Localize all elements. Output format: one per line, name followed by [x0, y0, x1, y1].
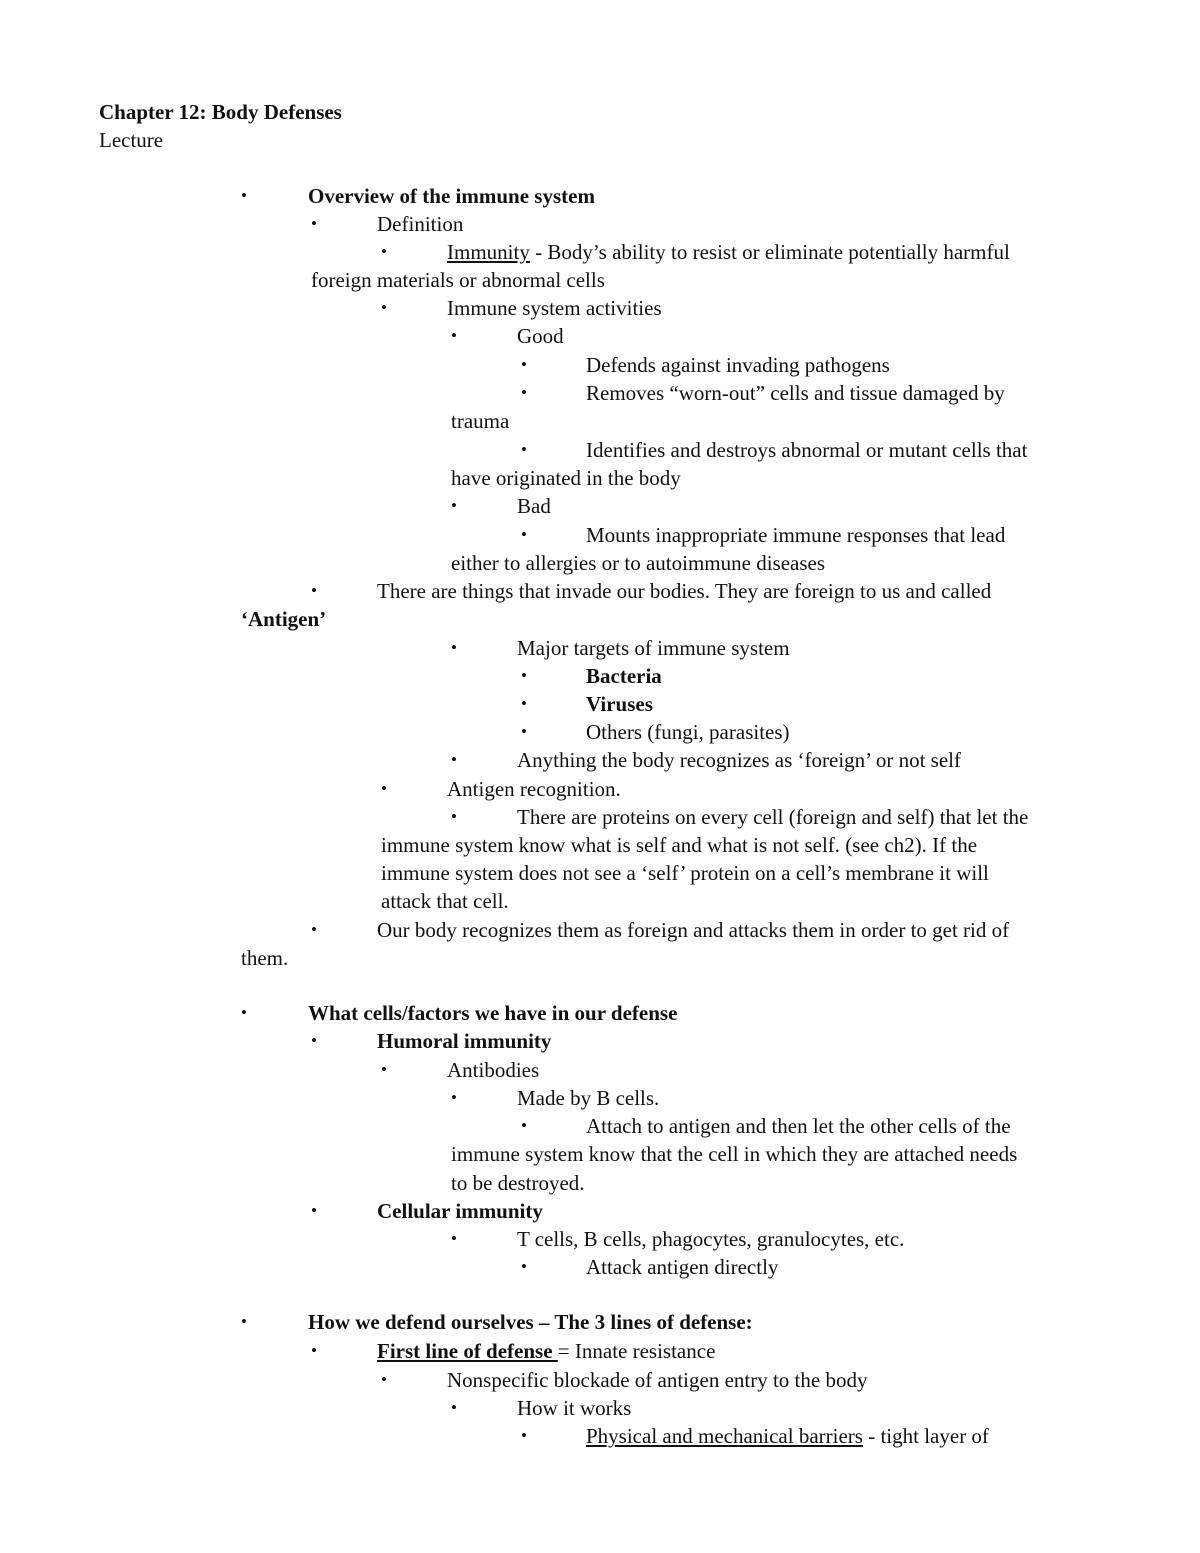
- bullet-icon: •: [381, 242, 387, 261]
- line-text: to be destroyed.: [451, 1171, 585, 1195]
- bullet-icon: •: [521, 355, 527, 374]
- line-text: T cells, B cells, phagocytes, granulocytes, etc.: [517, 1227, 905, 1251]
- line-text: Identifies and destroys abnormal or mutant cells that: [586, 438, 1028, 462]
- list-item: [517, 1225, 904, 1253]
- list-item-continuation: [381, 887, 509, 915]
- bullet-icon: •: [451, 1088, 457, 1107]
- line-text: have originated in the body: [451, 466, 681, 490]
- list-item: [377, 1027, 551, 1055]
- bullet-icon: •: [521, 1116, 527, 1135]
- line-text: Mounts inappropriate immune responses that lead: [586, 523, 1006, 547]
- bullet-icon: •: [451, 807, 457, 826]
- line-text: - Body’s ability to resist or eliminate potentially harmful: [529, 240, 1010, 264]
- list-item: [308, 999, 677, 1027]
- bold-text: Viruses: [586, 692, 653, 716]
- chapter-title: Chapter 12: Body Defenses: [99, 100, 342, 124]
- list-item-continuation: [241, 605, 326, 633]
- bullet-icon: •: [521, 1257, 527, 1276]
- bullet-icon: •: [311, 581, 317, 600]
- bullet-icon: •: [311, 1031, 317, 1050]
- line-text: Made by B cells.: [517, 1086, 660, 1110]
- list-item: [517, 803, 1028, 831]
- line-text: them.: [241, 946, 289, 970]
- bold-text: Bacteria: [586, 664, 662, 688]
- bullet-icon: •: [521, 722, 527, 741]
- list-item-continuation: [381, 859, 989, 887]
- list-item: [308, 1308, 753, 1336]
- bullet-icon: •: [381, 1370, 387, 1389]
- line-text: Antibodies: [447, 1058, 540, 1082]
- list-item: [586, 1422, 989, 1450]
- list-item: [586, 690, 653, 718]
- list-item-continuation: [311, 266, 605, 294]
- line-text: attack that cell.: [381, 889, 509, 913]
- list-item: [586, 1253, 778, 1281]
- list-item: [586, 662, 662, 690]
- bold-text: Cellular immunity: [377, 1199, 543, 1223]
- list-item: [586, 521, 1005, 549]
- line-text: Removes “worn-out” cells and tissue damaged by: [586, 381, 1005, 405]
- bold-text: Humoral immunity: [377, 1029, 552, 1053]
- bold-text: ‘Antigen’: [241, 607, 327, 631]
- bullet-icon: •: [311, 920, 317, 939]
- line-text: Antigen recognition.: [447, 777, 621, 801]
- line-text: Attach to antigen and then let the other cells of the: [586, 1114, 1011, 1138]
- bullet-icon: •: [311, 1201, 317, 1220]
- list-item: [517, 634, 790, 662]
- bullet-icon: •: [521, 666, 527, 685]
- list-item: [447, 775, 621, 803]
- bullet-icon: •: [241, 186, 247, 205]
- line-text: Defends against invading pathogens: [586, 353, 890, 377]
- line-text: either to allergies or to autoimmune diseases: [451, 551, 826, 575]
- list-item: [517, 1394, 631, 1422]
- bullet-icon: •: [451, 1398, 457, 1417]
- line-text: immune system know that the cell in which they are attached needs: [451, 1142, 1018, 1166]
- bullet-icon: •: [451, 638, 457, 657]
- list-item: [377, 1337, 715, 1365]
- line-text: Nonspecific blockade of antigen entry to the body: [447, 1368, 868, 1392]
- line-text: Our body recognizes them as foreign and attacks them in order to get rid of: [377, 918, 1010, 942]
- bullet-icon: •: [451, 750, 457, 769]
- bullet-icon: •: [521, 525, 527, 544]
- list-item: [308, 182, 595, 210]
- bold-text: First line of defense: [377, 1339, 558, 1363]
- list-item: [517, 492, 551, 520]
- line-text: There are proteins on every cell (foreign and self) that let the: [517, 805, 1029, 829]
- line-text: Major targets of immune system: [517, 636, 790, 660]
- list-item: [586, 379, 1005, 407]
- list-item: [377, 916, 1009, 944]
- bold-text: How we defend ourselves – The 3 lines of defense:: [308, 1310, 753, 1334]
- list-item-continuation: [381, 831, 977, 859]
- line-text: Others (fungi, parasites): [586, 720, 790, 744]
- list-item: [586, 436, 1027, 464]
- line-text: How it works: [517, 1396, 632, 1420]
- list-item-continuation: [451, 1140, 1017, 1168]
- bullet-icon: •: [451, 1229, 457, 1248]
- line-text: Anything the body recognizes as ‘foreign’ or not self: [517, 748, 961, 772]
- list-item: [447, 1366, 867, 1394]
- line-text: Definition: [377, 212, 464, 236]
- bullet-icon: •: [521, 1426, 527, 1445]
- bullet-icon: •: [451, 496, 457, 515]
- bullet-icon: •: [311, 214, 317, 233]
- bullet-icon: •: [241, 1003, 247, 1022]
- line-text: There are things that invade our bodies. They are foreign to us and called: [377, 579, 992, 603]
- line-text: Attack antigen directly: [586, 1255, 779, 1279]
- lecture-label: Lecture: [99, 128, 164, 152]
- list-item: [517, 322, 564, 350]
- bullet-icon: •: [311, 1341, 317, 1360]
- line-text: = Innate resistance: [557, 1339, 716, 1363]
- list-item: [447, 294, 662, 322]
- bullet-icon: •: [381, 1060, 387, 1079]
- line-text: Good: [517, 324, 564, 348]
- list-item: [586, 718, 790, 746]
- bullet-icon: •: [451, 326, 457, 345]
- line-text: foreign materials or abnormal cells: [311, 268, 605, 292]
- line-text: immune system does not see a ‘self’ protein on a cell’s membrane it will: [381, 861, 989, 885]
- list-item: [377, 1197, 543, 1225]
- bullet-icon: •: [381, 779, 387, 798]
- list-item-continuation: [451, 464, 681, 492]
- list-item: [517, 746, 961, 774]
- list-item-continuation: [451, 407, 509, 435]
- bullet-icon: •: [381, 298, 387, 317]
- list-item-continuation: [451, 549, 825, 577]
- bold-text: What cells/factors we have in our defense: [308, 1001, 678, 1025]
- line-text: trauma: [451, 409, 510, 433]
- list-item: [586, 1112, 1011, 1140]
- bold-text: Overview of the immune system: [308, 184, 595, 208]
- list-item: [447, 1056, 539, 1084]
- line-text: Bad: [517, 494, 551, 518]
- list-item: [517, 1084, 659, 1112]
- bullet-icon: •: [241, 1312, 247, 1331]
- list-item: [377, 577, 991, 605]
- list-item-continuation: [451, 1169, 585, 1197]
- underlined-term: Physical and mechanical barriers: [586, 1424, 863, 1448]
- line-text: - tight layer of: [862, 1424, 989, 1448]
- list-item: [447, 238, 1010, 266]
- line-text: Immune system activities: [447, 296, 662, 320]
- underlined-term: Immunity: [447, 240, 530, 264]
- list-item-continuation: [241, 944, 288, 972]
- list-item: [586, 351, 890, 379]
- bullet-icon: •: [521, 694, 527, 713]
- bullet-icon: •: [521, 383, 527, 402]
- line-text: immune system know what is self and what is not self. (see ch2). If the: [381, 833, 978, 857]
- list-item: [377, 210, 463, 238]
- bullet-icon: •: [521, 440, 527, 459]
